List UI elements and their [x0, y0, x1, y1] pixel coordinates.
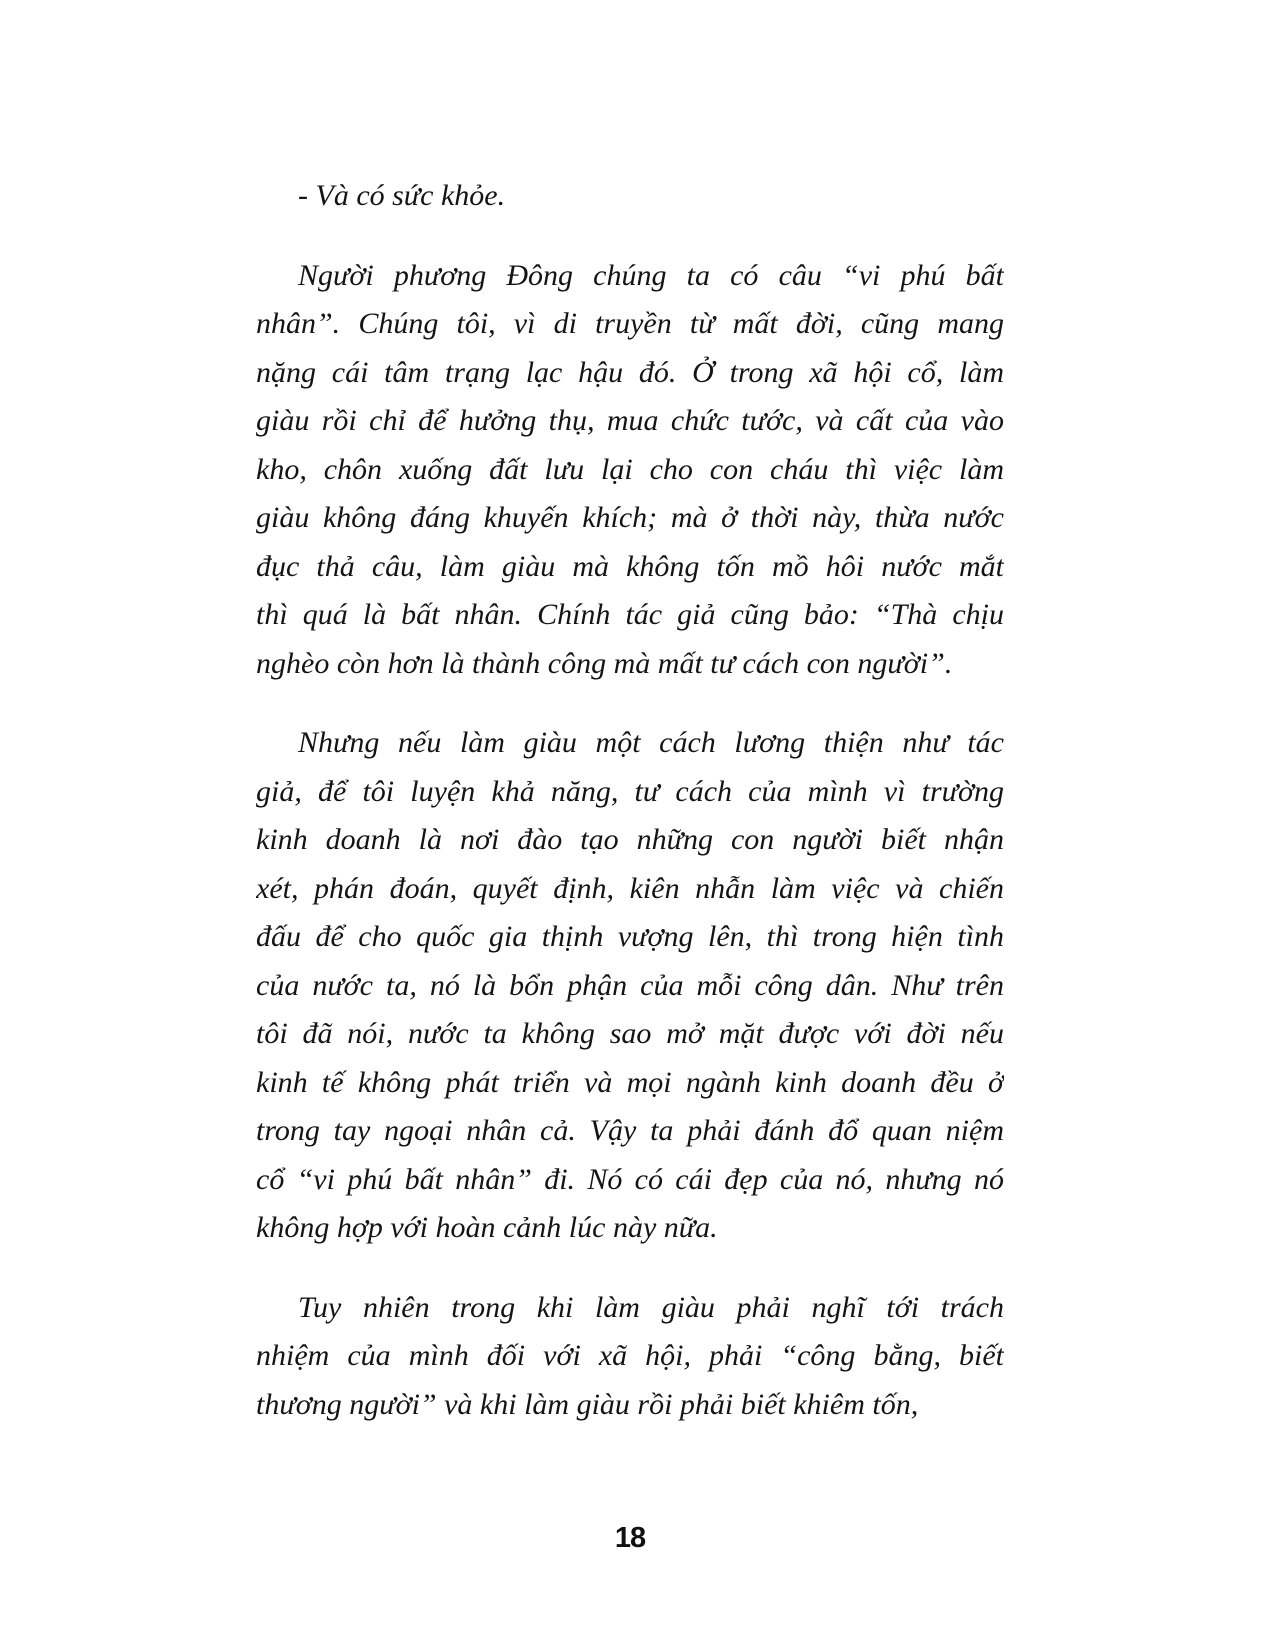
text-line: nhân”. Chúng tôi, vì di truyền từ mất đời, cũng mang [256, 307, 1004, 340]
text-line: Người phương Đông chúng ta có câu “vi phú bất [298, 258, 1004, 292]
paragraph [256, 1284, 1004, 1430]
text-line: trong tay ngoại nhân cả. Vậy ta phải đánh đổ quan niệm [256, 1114, 1004, 1147]
paragraph [256, 719, 1004, 1253]
text-line: xét, phán đoán, quyết định, kiên nhẫn làm việc và chiến [256, 871, 1004, 905]
text-line: không hợp với hoàn cảnh lúc này nữa. [256, 1211, 718, 1244]
text-line: thương người” và khi làm giàu rồi phải biết khiêm tốn, [256, 1387, 919, 1421]
text-line: kinh doanh là nơi đào tạo những con người biết nhận [256, 823, 1004, 856]
text-line: thì quá là bất nhân. Chính tác giả cũng bảo: “Thà chịu [256, 598, 1004, 631]
paragraph [256, 252, 1004, 689]
text-line: nghèo còn hơn là thành công mà mất tư cách con người”. [256, 646, 953, 680]
page-number: 18 [614, 1522, 646, 1554]
text-line: giả, để tôi luyện khả năng, tư cách của mình vì trường [256, 774, 1004, 808]
text-line: kinh tế không phát triển và mọi ngành kinh doanh đều ở [256, 1065, 1004, 1099]
text-line: kho, chôn xuống đất lưu lại cho con cháu thì việc làm [256, 452, 1004, 486]
page-text-block [256, 172, 1004, 1429]
text-line: đấu để cho quốc gia thịnh vượng lên, thì trong hiện tình [256, 920, 1004, 953]
text-line: giàu rồi chỉ để hưởng thụ, mua chức tước, và cất của vào [256, 404, 1004, 437]
text-line: giàu không đáng khuyến khích; mà ở thời này, thừa nước [256, 501, 1004, 534]
text-line: nặng cái tâm trạng lạc hậu đó. Ở trong xã hội cổ, làm [256, 355, 1004, 389]
text-line: Tuy nhiên trong khi làm giàu phải nghĩ tới trách [298, 1290, 1004, 1324]
text-line: của nước ta, nó là bổn phận của mỗi công dân. Như trên [256, 968, 1004, 1002]
text-line: - Và có sức khỏe. [298, 179, 506, 212]
dialogue-line [256, 172, 1004, 221]
text-line: cổ “vi phú bất nhân” đi. Nó có cái đẹp của nó, nhưng nó [256, 1162, 1004, 1196]
text-line: đục thả câu, làm giàu mà không tốn mồ hôi nước mắt [256, 549, 1004, 583]
text-line: Nhưng nếu làm giàu một cách lương thiện như tác [298, 726, 1004, 759]
text-line: nhiệm của mình đối với xã hội, phải “công bằng, biết [256, 1339, 1004, 1372]
text-line: tôi đã nói, nước ta không sao mở mặt được với đời nếu [256, 1017, 1004, 1050]
